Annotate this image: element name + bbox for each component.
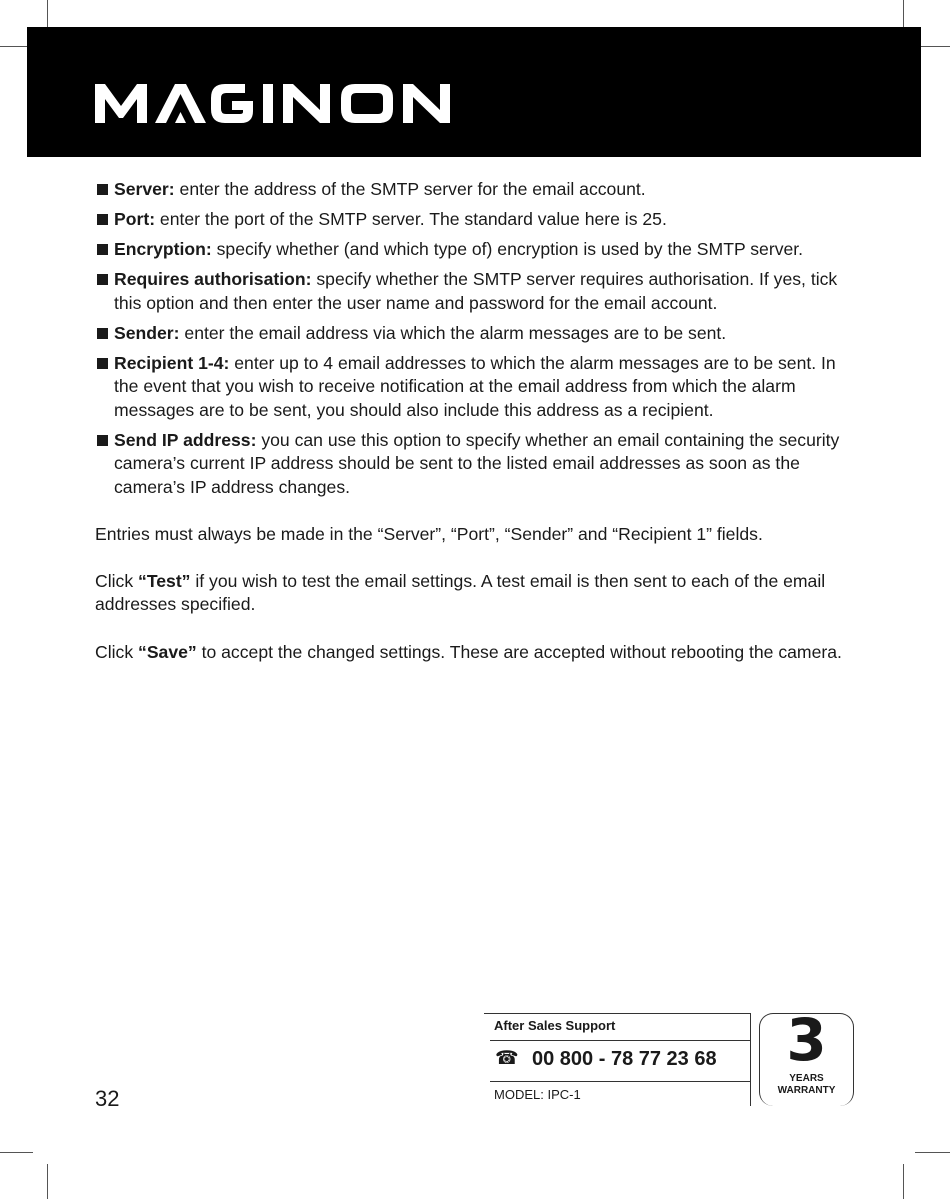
item-term: Port: [114, 209, 156, 229]
settings-list [95, 178, 865, 499]
list-item [95, 208, 865, 232]
bullet-square-icon [97, 435, 108, 446]
crop-mark [915, 1152, 950, 1153]
item-term: Sender: [114, 322, 180, 343]
save-prefix: Click [95, 641, 139, 662]
item-text: you can use this option to specify whether an email containing the security camera’s current IP address should be sent to the listed email addresses as soon as the camera’s IP address changes. [114, 429, 840, 497]
item-text: specify whether (and which type of) encryption is used by the SMTP server. [211, 239, 804, 259]
maginon-logo [95, 80, 475, 124]
phone-icon: ☎ [495, 1048, 519, 1069]
list-item [95, 352, 865, 423]
main-content [95, 178, 865, 664]
warranty-label: WARRANTY [777, 1085, 836, 1096]
crop-mark [0, 1152, 33, 1153]
bullet-square-icon [97, 244, 108, 255]
test-term: “Test” [138, 570, 191, 591]
bullet-square-icon [97, 328, 108, 339]
item-term: Server: [114, 179, 175, 199]
support-title: After Sales Support [494, 1018, 616, 1033]
test-paragraph [95, 570, 865, 617]
item-term: Encryption: [114, 239, 212, 259]
warranty-years-number: 3 [786, 1006, 827, 1074]
bullet-square-icon [97, 358, 108, 369]
list-item [95, 178, 865, 202]
entries-paragraph: Entries must always be made in the “Server”, “Port”, “Sender” and “Recipient 1” fields. [95, 524, 763, 544]
item-text: enter the address of the SMTP server for the email account. [174, 179, 646, 199]
item-term: Send IP address: [114, 429, 257, 450]
list-item [95, 268, 865, 315]
phone-number: 00 800 - 78 77 23 68 [532, 1048, 717, 1070]
crop-mark [47, 1164, 48, 1199]
list-item [95, 322, 865, 346]
warranty-badge [759, 1006, 854, 1106]
list-item [95, 238, 865, 262]
item-text: specify whether the SMTP server requires authorisation. If yes, tick this option and then enter the user name and password for the email account. [114, 269, 838, 313]
bullet-square-icon [97, 214, 108, 225]
divider [490, 1081, 750, 1082]
item-term: Recipient 1-4: [114, 352, 230, 373]
warranty-years-label: YEARS [789, 1073, 824, 1084]
item-text: enter up to 4 email addresses to which the alarm messages are to be sent. In the event that you wish to receive notification at the email address from which the alarm messages are to be sent, you should also include this address as a recipient. [114, 352, 836, 420]
save-text: to accept the changed settings. These are accepted without rebooting the camera. [196, 641, 842, 662]
item-text: enter the email address via which the alarm messages are to be sent. [179, 322, 727, 343]
save-term: “Save” [138, 641, 197, 662]
divider [490, 1040, 750, 1041]
after-sales-support-box [484, 1013, 751, 1106]
item-text: enter the port of the SMTP server. The standard value here is 25. [155, 209, 667, 229]
bullet-square-icon [97, 274, 108, 285]
model-label: MODEL: IPC-1 [494, 1087, 581, 1102]
crop-mark [903, 1164, 904, 1199]
test-text: if you wish to test the email settings. A test email is then sent to each of the email addresses specified. [95, 570, 826, 614]
item-term: Requires authorisation: [114, 269, 312, 289]
test-prefix: Click [95, 570, 139, 591]
list-item [95, 429, 865, 500]
page-number: 32 [95, 1086, 120, 1111]
bullet-square-icon [97, 184, 108, 195]
save-paragraph [95, 641, 865, 665]
